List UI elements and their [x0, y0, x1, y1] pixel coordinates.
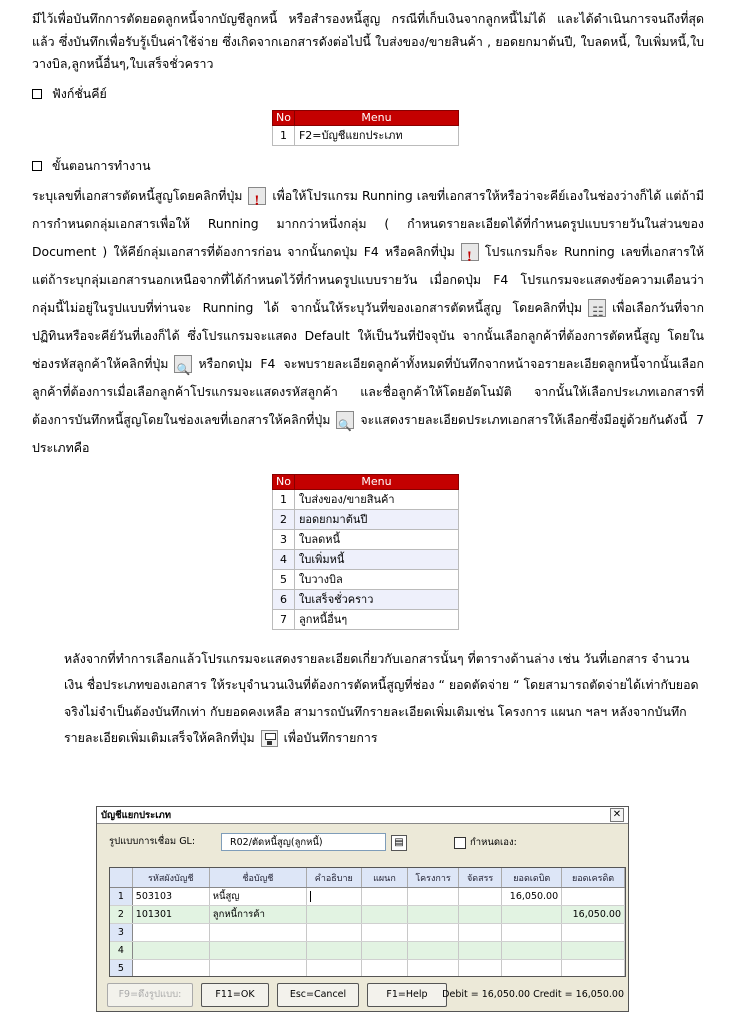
section-title: ฟังก์ชั่นคีย์ — [52, 85, 107, 101]
col-no: No — [273, 110, 295, 125]
document-type-table — [272, 474, 459, 630]
save-icon — [261, 730, 278, 747]
steps-text-6: จะแสดงรายละเอียดประเภทเอกสารให้เลือกซึ่งมีอยู่ด้วยกันดังนี้ 7 ประเภทคือ — [32, 411, 704, 455]
menu-item: ใบเพิ่มหนี้ — [294, 549, 458, 569]
cell-debit[interactable]: 16,050.00 — [502, 888, 562, 906]
cell-alloc[interactable] — [458, 888, 502, 906]
cell-project[interactable] — [408, 906, 459, 924]
gl-format-field[interactable]: R02/ตัดหนี้สูญ(ลูกหนี้) — [221, 833, 386, 851]
search-lookup-icon — [336, 411, 354, 429]
col-account-name: ชื่อบัญชี — [209, 868, 306, 888]
row-number: 3 — [110, 924, 132, 942]
dialog-title: บัญชีแยกประเภท — [101, 810, 172, 821]
cell-project[interactable] — [408, 888, 459, 906]
cell-debit[interactable] — [502, 960, 562, 978]
menu-item: ยอดยกมาต้นปี — [294, 509, 458, 529]
row-no: 1 — [273, 125, 295, 145]
cell-credit[interactable] — [562, 924, 625, 942]
cell-debit[interactable] — [502, 924, 562, 942]
steps-paragraph — [32, 182, 704, 462]
cell-alloc[interactable] — [458, 906, 502, 924]
cell-credit[interactable] — [562, 960, 625, 978]
after-paragraph — [32, 646, 704, 752]
intro-paragraph: มีไว้เพื่อบันทึกการตัดยอดลูกหนี้จากบัญชีลูกหนี้ หรือสำรองหนี้สูญ กรณีที่เก็บเงินจากลูกหนี้ไม่ได้ และได้ดำเนินการจนถึงที่สุดแล้ว ซึ่งบันทึกเพื่อรับรู้เป็นค่าใช้จ่าย ซึ่งเกิดจากเอกสารดังต่อไปนี้ ใบส่งของ/ขายสินค้า , ยอดยกมาต้นปี, ใบลดหนี้, ใบเพิ่มหนี้,ใบวางบิล,ลูกหนี้อื่นๆ,ใบเสร็จชั่วคราว — [32, 11, 704, 71]
cell-description[interactable] — [306, 960, 361, 978]
cell-name[interactable] — [209, 942, 306, 960]
col-project: โครงการ — [408, 868, 459, 888]
cell-dept[interactable] — [361, 942, 408, 960]
cell-credit[interactable]: 16,050.00 — [562, 906, 625, 924]
ok-button[interactable]: F11=OK — [201, 983, 269, 1007]
menu-item: F2=บัญชีแยกประเภท — [294, 125, 458, 145]
after-text-2: เพื่อบันทึกรายการ — [283, 730, 378, 745]
col-menu: Menu — [294, 110, 458, 125]
calendar-icon — [588, 299, 606, 317]
menu-item: ใบลดหนี้ — [294, 529, 458, 549]
col-debit: ยอดเดบิต — [502, 868, 562, 888]
row-number: 4 — [110, 942, 132, 960]
document-page — [32, 8, 704, 752]
row-number: 2 — [110, 906, 132, 924]
steps-text-4: เพื่อเลือกวันที่จากปฏิทินหรือจะคีย์วันที่เองก็ได้ ซึ่งโปรแกรมจะแสดง Default ให้เป็นวันที่ปัจจุบัน จากนั้นเลือกลูกค้าที่ต้องการตัดหนี้สูญ โดยในช่องรหัสลูกค้าให้คลิกที่ปุ่ม — [32, 299, 704, 371]
f9-template-button[interactable]: F9=ดึงรูปแบบ: — [107, 983, 193, 1007]
search-lookup-icon — [174, 355, 192, 373]
row-no: 4 — [273, 549, 295, 569]
row-no: 3 — [273, 529, 295, 549]
gl-lookup-icon[interactable]: ▤ — [391, 835, 407, 851]
cell-code[interactable] — [132, 960, 209, 978]
steps-text-3: โปรแกรมก็จะ Running เลขที่เอกสารให้ แต่ถ้าระบุกลุ่มเอกสารนอกเหนือจากที่ได้กำหนดไว้ที่กำหนดรูปแบบรายวัน เมื่อกดปุ่ม F4 โปรแกรมจะแสดงข้อความเตือนว่า กลุ่มนี้ไม่อยู่ในรูปแบบที่ท่านจะ Running ได้ จากนั้นให้ระบุวันที่ของเอกสารตัดหนี้สูญ โดยคลิกที่ปุ่ม — [32, 243, 704, 315]
bullet-icon — [32, 89, 42, 99]
cell-description[interactable] — [306, 906, 361, 924]
custom-checkbox[interactable] — [454, 837, 466, 849]
cell-code[interactable]: 101301 — [132, 906, 209, 924]
menu-item: ใบเสร็จชั่วคราว — [294, 589, 458, 609]
cell-debit[interactable] — [502, 942, 562, 960]
running-number-icon — [461, 243, 479, 261]
col-description: คำอธิบาย — [306, 868, 361, 888]
cell-name[interactable]: ลูกหนี้การค้า — [209, 906, 306, 924]
col-rownum — [110, 868, 132, 888]
help-button[interactable]: F1=Help — [367, 983, 447, 1007]
running-number-icon — [248, 187, 266, 205]
function-key-table — [272, 110, 459, 146]
bullet-icon — [32, 161, 42, 171]
cell-debit[interactable] — [502, 906, 562, 924]
menu-item: ใบวางบิล — [294, 569, 458, 589]
cell-name[interactable] — [209, 924, 306, 942]
cell-name[interactable] — [209, 960, 306, 978]
row-no: 1 — [273, 489, 295, 509]
grid-header — [110, 868, 625, 888]
col-menu: Menu — [294, 474, 458, 489]
col-account-code: รหัสผังบัญชี — [132, 868, 209, 888]
col-department: แผนก — [361, 868, 408, 888]
debit-credit-totals: Debit = 16,050.00 Credit = 16,050.00 — [442, 989, 624, 1000]
cell-description[interactable] — [306, 924, 361, 942]
section-steps — [32, 156, 704, 176]
table-row[interactable] — [110, 906, 625, 924]
cell-credit[interactable] — [562, 942, 625, 960]
gl-grid — [109, 867, 626, 977]
row-number: 5 — [110, 960, 132, 978]
row-no: 6 — [273, 589, 295, 609]
cell-project[interactable] — [408, 924, 459, 942]
cell-dept[interactable] — [361, 888, 408, 906]
text-cursor — [310, 891, 311, 902]
cell-dept[interactable] — [361, 924, 408, 942]
table-row[interactable] — [110, 942, 625, 960]
custom-label: กำหนดเอง: — [470, 837, 517, 848]
col-no: No — [273, 474, 295, 489]
steps-text-5: หรือกดปุ่ม F4 จะพบรายละเอียดลูกค้าทั้งหมดที่บันทึกจากหน้าจอรายละเอียดลูกหนี้จากนั้นเลือกลูกค้าที่ต้องการเมื่อเลือกลูกค้าโปรแกรมจะแสดงรหัสลูกค้า และชื่อลูกค้าให้โดยอัตโนมัติ จากนั้นให้เลือกประเภทเอกสารที่ต้องการบันทึกหนี้สูญโดยในช่องเลขที่เอกสารให้คลิกที่ปุ่ม — [32, 355, 704, 427]
menu-item: ลูกหนี้อื่นๆ — [294, 609, 458, 629]
gl-format-label: รูปแบบการเชื่อม GL: — [109, 836, 196, 847]
gl-dialog — [96, 806, 629, 1012]
menu-item: ใบส่งของ/ขายสินค้า — [294, 489, 458, 509]
cell-alloc[interactable] — [458, 960, 502, 978]
steps-text-2: เพื่อให้โปรแกรม Running เลขที่เอกสารให้หรือว่าจะคีย์เองในช่องว่างก็ได้ แต่ถ้ามีการกำหนดกลุ่มเอกสารเพื่อให้ Running มากกว่าหนึ่งกลุ่ม ( กำหนดรายละเอียดได้ที่กำหนดรูปแบบรายวันในส่วนของ Document ) ให้คีย์กลุ่มเอกสารที่ต้องการก่อน จากนั้นกดปุ่ม F4 หรือคลิกที่ปุ่ม — [32, 187, 704, 259]
table-row[interactable] — [110, 960, 625, 978]
col-allocation: จัดสรร — [458, 868, 502, 888]
cell-dept[interactable] — [361, 906, 408, 924]
section-function-keys — [32, 84, 704, 104]
cell-code[interactable] — [132, 924, 209, 942]
after-text-1: หลังจากที่ทำการเลือกแล้วโปรแกรมจะแสดงรายละเอียดเกี่ยวกับเอกสารนั้นๆ ที่ตารางด้านล่าง เช่น วันที่เอกสาร จำนวนเงิน ชื่อประเภทของเอกสาร ให้ระบุจำนวนเงินที่ต้องการตัดหนี้สูญที่ช่อง “ ยอดตัดจ่าย “ โดยสามารถตัดจ่ายได้เท่ากับยอดจริงไม่จำเป็นต้องบันทึกเท่า กับยอดคงเหลือ สามารถบันทึกรายละเอียดเพิ่มเติมเช่น โครงการ แผนก ฯลฯ หลังจากบันทึกรายละเอียดเพิ่มเติมเสร็จให้คลิกที่ปุ่ม — [64, 650, 699, 745]
cell-project[interactable] — [408, 942, 459, 960]
col-credit: ยอดเครดิต — [562, 868, 625, 888]
table-row[interactable] — [110, 924, 625, 942]
cell-alloc[interactable] — [458, 942, 502, 960]
cell-credit[interactable] — [562, 888, 625, 906]
steps-text-1: ระบุเลขที่เอกสารตัดหนี้สูญโดยคลิกที่ปุ่ม — [32, 187, 243, 203]
cell-dept[interactable] — [361, 960, 408, 978]
row-no: 7 — [273, 609, 295, 629]
dialog-titlebar — [97, 807, 628, 824]
cell-description[interactable] — [306, 888, 361, 906]
cancel-button[interactable]: Esc=Cancel — [277, 983, 359, 1007]
row-number: 1 — [110, 888, 132, 906]
cell-alloc[interactable] — [458, 924, 502, 942]
cell-name[interactable]: หนี้สูญ — [209, 888, 306, 906]
row-no: 5 — [273, 569, 295, 589]
close-icon[interactable]: ✕ — [610, 808, 624, 822]
cell-description[interactable] — [306, 942, 361, 960]
cell-project[interactable] — [408, 960, 459, 978]
section-title: ขั้นตอนการทำงาน — [52, 157, 151, 173]
cell-code[interactable] — [132, 942, 209, 960]
cell-code[interactable]: 503103 — [132, 888, 209, 906]
table-row[interactable] — [110, 888, 625, 906]
row-no: 2 — [273, 509, 295, 529]
